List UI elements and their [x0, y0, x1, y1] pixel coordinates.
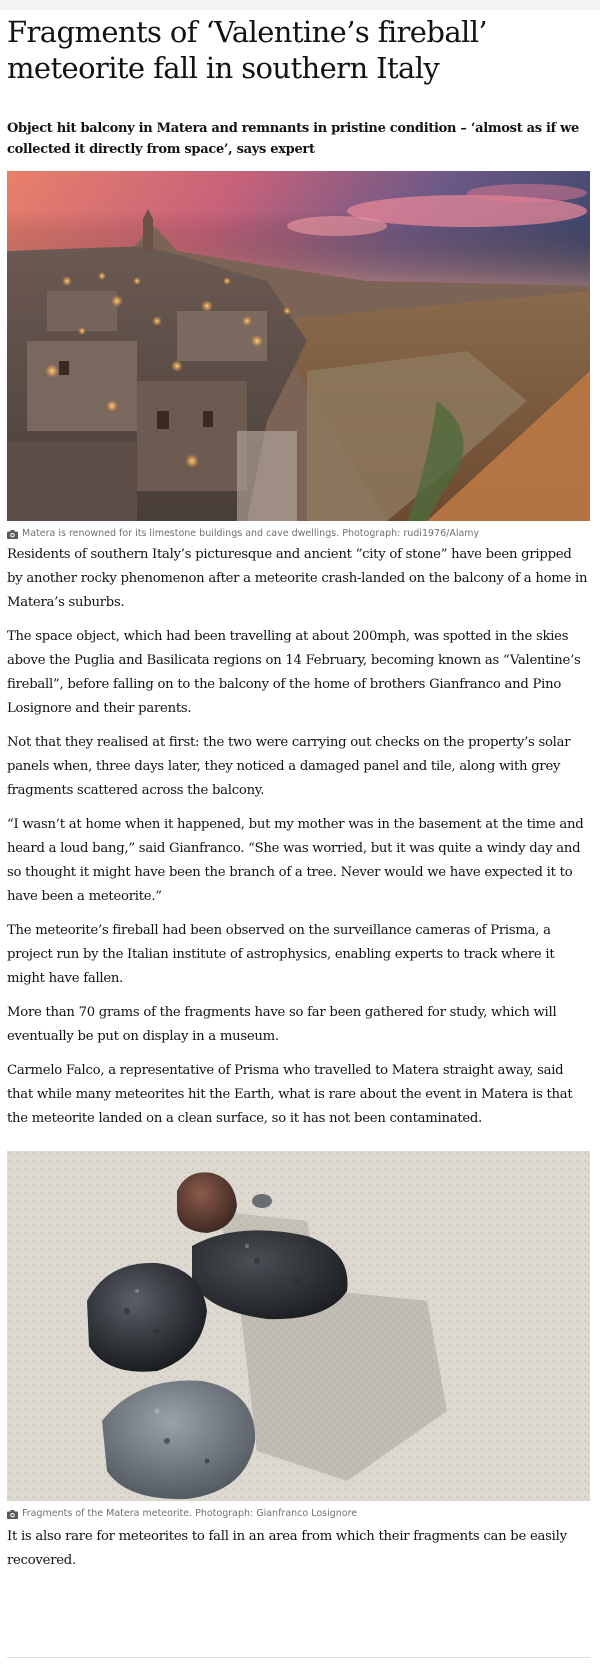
paragraph: It is also rare for meteorites to fall in an area from which their fragments can be easily recovered.: [7, 1529, 567, 1568]
headline: Fragments of ‘Valentine’s fireball’ meteorite fall in southern Italy: [7, 15, 487, 85]
caption-text: Fragments of the Matera meteorite. Photograph: Gianfranco Losignore: [22, 1508, 358, 1519]
fragments-photo[interactable]: [7, 1151, 590, 1501]
paragraph: More than 70 grams of the fragments have so far been gathered for study, which will eventually be put on display in a museum.: [7, 1005, 557, 1044]
figure-fragments: [7, 1151, 590, 1521]
bottom-divider: [7, 1657, 590, 1658]
paragraph: The space object, which had been travelling at about 200mph, was spotted in the skies above the Puglia and Basilicata regions on 14 February, becoming known as “Valentine’s fireball”, before falling on to the balcony of the home of brothers Gianfranco and Pino Losignore and their parents.: [7, 629, 581, 716]
matera-photo[interactable]: [7, 171, 590, 521]
paragraph: The meteorite’s fireball had been observed on the surveillance cameras of Prisma, a project run by the Italian institute of astrophysics, enabling experts to track where it might have fallen.: [7, 923, 555, 986]
paragraph: “I wasn’t at home when it happened, but my mother was in the basement at the time and heard a loud bang,” said Gianfranco. “She was worried, but it was quite a windy day and so thought it might have been the branch of a tree. Never would we have expected it to have been a meteorite.”: [7, 817, 584, 904]
caption-text: Matera is renowned for its limestone buildings and cave dwellings. Photograph: rudi1976/Alamy: [22, 528, 480, 539]
paragraph: Residents of southern Italy’s picturesque and ancient “city of stone” have been gripped by another rocky phenomenon after a meteorite crash-landed on the balcony of a home in Matera’s suburbs.: [7, 547, 588, 610]
article: [7, 14, 590, 1573]
top-bar: [0, 0, 600, 10]
camera-icon: [7, 530, 18, 539]
camera-icon: [7, 1510, 18, 1519]
standfirst: Object hit balcony in Matera and remnants in pristine condition – ‘almost as if we collected it directly from space’, says expert: [7, 121, 580, 157]
figure-matera: [7, 171, 590, 541]
figure-caption: [7, 1507, 590, 1521]
paragraph: Not that they realised at first: the two were carrying out checks on the property’s solar panels when, three days later, they noticed a damaged panel and tile, along with grey fragments scattered across the balcony.: [7, 735, 571, 798]
paragraph: Carmelo Falco, a representative of Prisma who travelled to Matera straight away, said that while many meteorites hit the Earth, what is rare about the event in Matera is that the meteorite landed on a clean surface, so it has not been contaminated.: [7, 1063, 573, 1126]
figure-caption: [7, 527, 590, 541]
